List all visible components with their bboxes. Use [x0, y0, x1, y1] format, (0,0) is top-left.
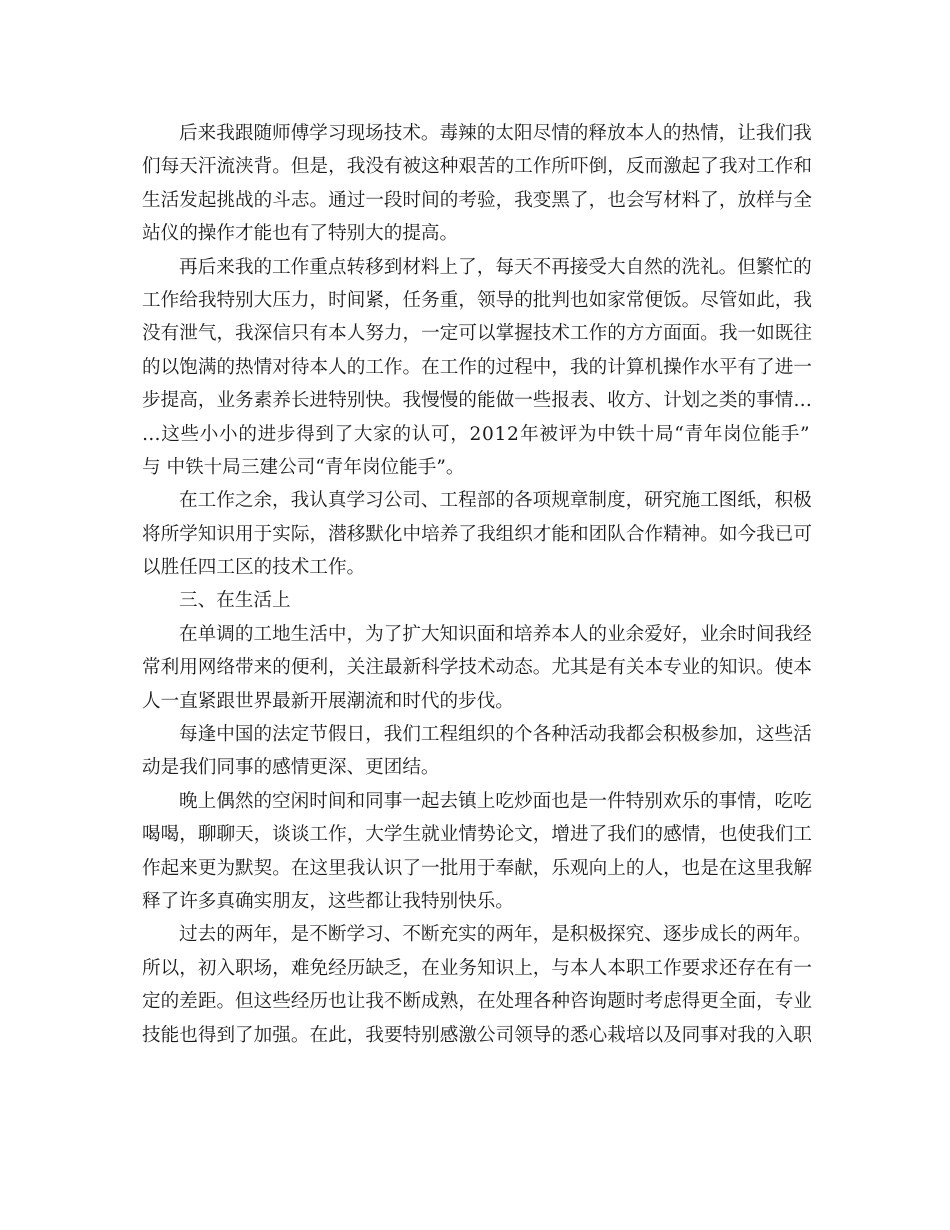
text-line: 每 逢 中 国 的 法 定 节 假 日 ， 我 们 工 程 组 织 的 个 各 种 活 动 我 都 会 积 极 参 加 ， 这 些 活 — [179, 724, 812, 746]
text-line: 工 作 给 我 特 别 大 压 力 ， 时 间 紧 ， 任 务 重 ， 领 导 的 批 判 也 如 家 常 便 饭 。 尽 管 如 此 ， 我 — [142, 289, 812, 311]
text-line: 动是我们同事的感情更深、更团结。 — [142, 757, 440, 779]
text-line: 作 起 来 更 为 默 契 。 在 这 里 我 认 识 了 一 批 用 于 奉 献 ， 乐 观 向 上 的 人 ， 也 是 在 这 里 我 解 — [142, 857, 812, 879]
text-line: 与 中铁十局三建公司“青年岗位能手”。 — [142, 456, 465, 478]
text-line: 生 活 发 起 挑 战 的 斗 志 。 通 过 一 段 时 间 的 考 验 ， 我 变 黑 了 ， 也 会 写 材 料 了 ， 放 样 与 全 — [142, 189, 812, 211]
text-line: 常 利 用 网 络 带 来 的 便 利 ， 关 注 最 新 科 学 技 术 动 态 。 尤 其 是 有 关 本 专 业 的 知 识 。 使 本 — [142, 657, 812, 679]
text-line: 定 的 差 距 。 但 这 些 经 历 也 让 我 不 断 成 熟 ， 在 处 理 各 种 咨 询 题 时 考 虑 得 更 全 面 ， 专 业 — [142, 991, 812, 1013]
text-line: 们 每 天 汗 流 浃 背 。 但 是 ， 我 没 有 被 这 种 艰 苦 的 工 作 所 吓 倒 ， 反 而 激 起 了 我 对 工 作 和 — [142, 156, 812, 178]
text-line: 喝 喝 ， 聊 聊 天 ， 谈 谈 工 作 ， 大 学 生 就 业 情 势 论 文 ， 增 进 了 我 们 的 感 情 ， 也 使 我 们 工 — [142, 824, 812, 846]
paragraph-p5 — [142, 618, 810, 718]
paragraph-p6 — [142, 718, 810, 785]
text-line: 站仪的操作才能也有了特别大的提高。 — [142, 223, 459, 245]
text-line: 在 单 调 的 工 地 生 活 中 ， 为 了 扩 大 知 识 面 和 培 养 本 人 的 业 余 爱 好 ， 业 余 时 间 我 经 — [179, 623, 812, 645]
text-line: 后 来 我 跟 随 师 傅 学 习 现 场 技 术 。 毒 辣 的 太 阳 尽 情 的 释 放 本 人 的 热 情 ， 让 我 们 我 — [179, 123, 812, 144]
paragraph-p1 — [142, 117, 810, 251]
text-line: 过 去 的 两 年 ， 是 不 断 学 习 、 不 断 充 实 的 两 年 ， 是 积 极 探 究 、 逐 步 成 长 的 两 年 。 — [179, 924, 812, 946]
text-line: 人一直紧跟世界最新开展潮流和时代的步伐。 — [142, 690, 514, 712]
paragraph-p8 — [142, 918, 810, 1052]
paragraph-p3 — [142, 484, 810, 584]
text-line: 在 工 作 之 余 ， 我 认 真 学 习 公 司 、 工 程 部 的 各 项 规 章 制 度 ， 研 究 施 工 图 纸 ， 积 极 — [179, 490, 812, 512]
paragraph-p4 — [142, 584, 810, 617]
text-line: 所 以 ， 初 入 职 场 ， 难 免 经 历 缺 乏 ， 在 业 务 知 识 上 ， 与 本 人 本 职 工 作 要 求 还 存 在 有 一 — [142, 957, 812, 979]
text-line: 再 后 来 我 的 工 作 重 点 转 移 到 材 料 上 了 ， 每 天 不 再 接 受 大 自 然 的 洗 礼 。 但 繁 忙 的 — [179, 256, 812, 278]
text-line: 以胜任四工区的技术工作。 — [142, 557, 366, 579]
paragraph-p2 — [142, 251, 810, 485]
text-line: 三、在生活上 — [179, 590, 291, 612]
paragraph-p7 — [142, 785, 810, 919]
text-line: … 这 些 小 小 的 进 步 得 到 了 大 家 的 认 可 ， 2 0 1 2 年 被 评 为 中 铁 十 局 “ 青 年 岗 位 能 手 ” — [142, 423, 810, 445]
text-line: 步 提 高 ， 业 务 素 养 长 进 特 别 快 。 我 慢 慢 的 能 做 一 些 报 表 、 收 方 、 计 划 之 类 的 事 情 … — [142, 390, 812, 412]
text-line: 技 能 也 得 到 了 加 强 。 在 此 ， 我 要 特 别 感 激 公 司 领 导 的 悉 心 栽 培 以 及 同 事 对 我 的 入 职 — [142, 1024, 812, 1046]
text-line: 晚 上 偶 然 的 空 闲 时 间 和 同 事 一 起 去 镇 上 吃 炒 面 也 是 一 件 特 别 欢 乐 的 事 情 ， 吃 吃 — [179, 790, 812, 812]
text-line: 的 以 饱 满 的 热 情 对 待 本 人 的 工 作 。 在 工 作 的 过 程 中 ， 我 的 计 算 机 操 作 水 平 有 了 进 一 — [142, 356, 812, 378]
document-body — [142, 117, 810, 1052]
text-line: 没 有 泄 气 ， 我 深 信 只 有 本 人 努 力 ， 一 定 可 以 掌 握 技 术 工 作 的 方 方 面 面 。 我 一 如 既 往 — [142, 323, 812, 345]
text-line: 释了许多真确实朋友，这些都让我特别快乐。 — [142, 890, 514, 912]
text-line: 将 所 学 知 识 用 于 实 际 ， 潜 移 默 化 中 培 养 了 我 组 织 才 能 和 团 队 合 作 精 神 。 如 今 我 已 可 — [142, 523, 812, 545]
